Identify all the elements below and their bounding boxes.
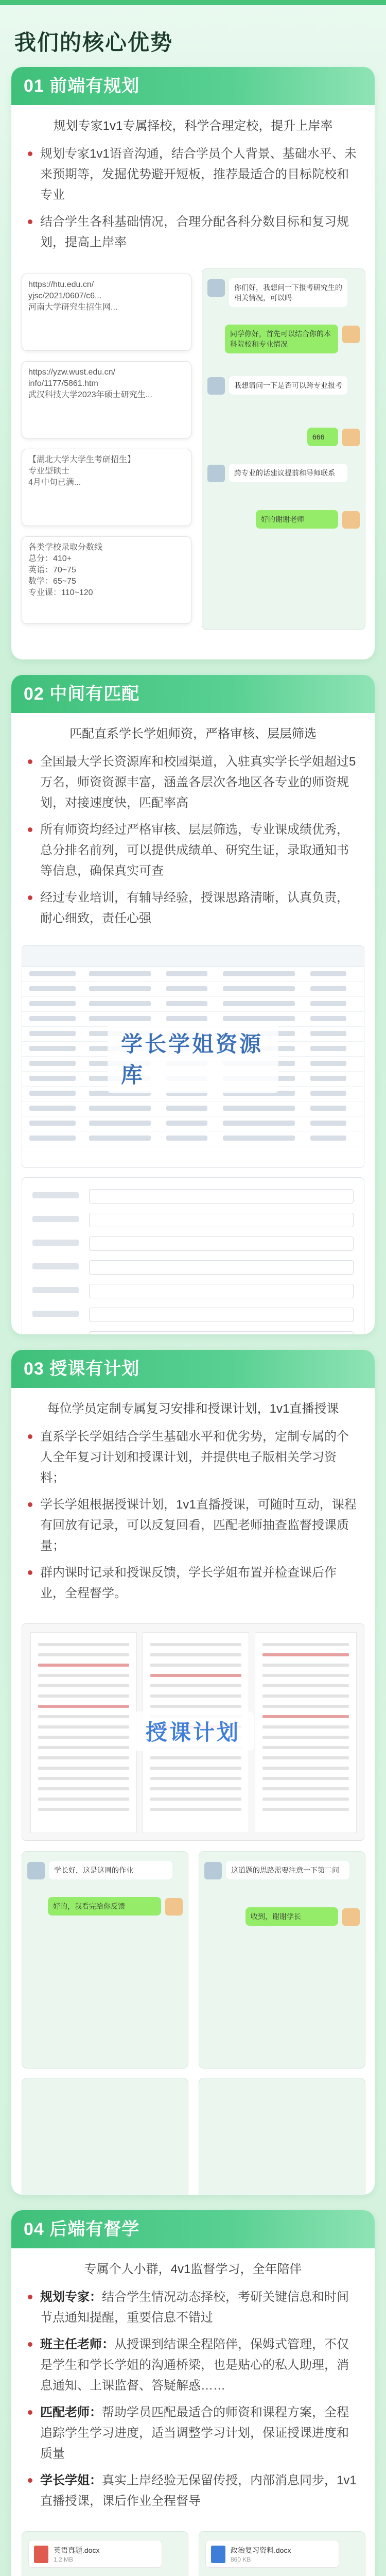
file-size: 1.2 MB xyxy=(54,2556,74,2563)
bullet-list xyxy=(11,2282,375,2523)
role-key: 班主任老师： xyxy=(40,2337,114,2351)
bullet-list xyxy=(11,747,375,940)
table-toolbar xyxy=(22,946,364,967)
role-text: 帮助学员匹配最适合的师资和课程方案，全程追踪学生学习进度，适当调整学习计划，保证授课进度和质量 xyxy=(40,2405,349,2461)
form-input[interactable] xyxy=(89,1308,354,1322)
form-row xyxy=(32,1235,354,1251)
form-input[interactable] xyxy=(89,1189,354,1204)
table-row xyxy=(22,1131,364,1146)
card-line: 专业课：110~120 xyxy=(28,588,93,597)
form-input[interactable] xyxy=(89,1331,354,1334)
bullet-item: 直系学长学姐结合学生基础水平和优劣势，定制专属的个人全年复习计划和授课计划，并提供电子版相关学习资料； xyxy=(31,1427,357,1488)
form-row xyxy=(32,1307,354,1322)
form-row xyxy=(32,1212,354,1227)
form-row xyxy=(32,1259,354,1275)
page-title: 我们的核心优势 xyxy=(14,30,173,55)
profile-form-screenshot xyxy=(22,1177,364,1334)
bullet-item: 经过专业培训，有辅导经验，授课思路清晰，认真负责，耐心细致，责任心强 xyxy=(31,888,357,929)
bullet-list xyxy=(11,139,375,264)
study-plan-document-screenshot xyxy=(22,1623,364,1841)
link-card[interactable] xyxy=(22,361,191,438)
file-name: 英语真题.docx xyxy=(54,2546,100,2554)
info-card xyxy=(22,449,191,526)
bullet-item xyxy=(31,2470,357,2512)
bullet-item xyxy=(31,2287,357,2328)
table-row xyxy=(22,982,364,997)
file-name: 政治复习资料.docx xyxy=(231,2546,291,2554)
chat-bubble: 跨专业的话建议提前和导师联系 xyxy=(229,464,347,482)
chat-bubble: 你们好，我想问一下报考研究生的相关情况，可以吗 xyxy=(229,278,347,307)
bullet-item xyxy=(31,2334,357,2396)
card-line: https://htu.edu.cn/ xyxy=(28,280,94,289)
card-line: yjsc/2021/0607/c6... xyxy=(28,292,102,300)
chat-bubble: 好的，我看完给你反馈 xyxy=(48,1897,161,1916)
role-text: 结合学生情况动态择校，考研关键信息和时间节点通知提醒，重要信息不错过 xyxy=(40,2290,349,2325)
section-title: 01 前端有规划 xyxy=(11,67,375,105)
form-row xyxy=(32,1188,354,1204)
form-input[interactable] xyxy=(89,1236,354,1251)
bullet-list xyxy=(11,1421,375,1615)
section-supervision xyxy=(11,2210,375,2576)
card-line: 数学：65~75 xyxy=(28,577,76,586)
chat-bubble: 收到，谢谢学长 xyxy=(245,1907,338,1926)
file-icon xyxy=(211,2546,225,2563)
section-planning xyxy=(11,67,375,659)
bullet-item: 学长学姐根据授课计划，1v1直播授课，可随时互动，课程有回放有记录，可以反复回看，匹配老师抽查监督授课质量； xyxy=(31,1495,357,1556)
avatar xyxy=(207,465,225,482)
section-title: 04 后端有督学 xyxy=(11,2210,375,2248)
section-subtitle: 专属个人小群，4v1监督学习，全年陪伴 xyxy=(84,2262,302,2276)
section-teaching-plan xyxy=(11,1350,375,2195)
section-title: 03 授课有计划 xyxy=(11,1350,375,1388)
table-row xyxy=(22,967,364,982)
bullet-item: 结合学生各科基础情况，合理分配各科分数目标和复习规划，提高上岸率 xyxy=(31,212,357,253)
chat-window xyxy=(199,1851,365,2069)
role-key: 规划专家： xyxy=(40,2290,102,2304)
form-row xyxy=(32,1330,354,1334)
avatar xyxy=(207,377,225,395)
file-size: 860 KB xyxy=(231,2556,251,2563)
file-message[interactable] xyxy=(28,2540,162,2568)
bullet-item xyxy=(31,2402,357,2464)
table-row xyxy=(22,1116,364,1131)
avatar xyxy=(342,326,360,343)
avatar xyxy=(342,511,360,529)
chat-window xyxy=(22,2078,188,2195)
form-input[interactable] xyxy=(89,1260,354,1275)
avatar xyxy=(207,279,225,297)
card-line: info/1177/5861.htm xyxy=(28,379,98,388)
form-input[interactable] xyxy=(89,1213,354,1227)
overlay-label: 学长学姐资源库 xyxy=(108,1023,278,1093)
section-title: 02 中间有匹配 xyxy=(11,675,375,713)
chat-bubble: 这道题的思路需要注意一下第二问 xyxy=(226,1861,349,1879)
avatar xyxy=(342,429,360,446)
card-line: 【湖北大学大学生考研招生】 xyxy=(28,455,136,464)
table-row xyxy=(22,997,364,1012)
chat-window xyxy=(199,2531,365,2576)
chat-bubble: 同学你好，首先可以结合你的本科院校和专业情况 xyxy=(225,325,338,353)
form-row xyxy=(32,1283,354,1298)
chat-window xyxy=(22,2531,188,2576)
avatar xyxy=(204,1862,222,1879)
link-card[interactable] xyxy=(22,274,191,351)
card-line: 英语：70~75 xyxy=(28,566,76,574)
file-message[interactable] xyxy=(205,2540,339,2568)
score-card xyxy=(22,536,191,624)
card-line: 河南大学研究生招生网... xyxy=(28,303,118,312)
card-line: 武汉科技大学2023年硕士研究生... xyxy=(28,391,152,399)
table-row xyxy=(22,1101,364,1116)
top-accent-bar xyxy=(0,0,386,5)
bullet-item: 群内课时记录和授课反馈，学长学姐布置并检查课后作业，全程督学。 xyxy=(31,1563,357,1604)
chat-window xyxy=(199,2078,365,2195)
role-text: 从授课到结课全程陪伴，保姆式管理，不仅是学生和学长学姐的沟通桥梁，也是贴心的私人助理，消息通知、上课监督、答疑解惑…… xyxy=(40,2337,349,2393)
card-line: https://yzw.wust.edu.cn/ xyxy=(28,368,115,377)
resource-table-screenshot xyxy=(22,945,364,1168)
avatar xyxy=(27,1862,45,1879)
chat-window xyxy=(202,268,365,630)
role-key: 匹配老师： xyxy=(40,2405,102,2419)
section-subtitle: 规划专家1v1专属择校，科学合理定校，提升上岸率 xyxy=(53,119,333,133)
document-page xyxy=(255,1632,357,1833)
file-collage xyxy=(22,2531,364,2576)
overlay-label: 授课计划 xyxy=(132,1711,254,1751)
chat-bubble: 好的谢谢老师 xyxy=(256,510,338,529)
avatar xyxy=(342,1908,360,1926)
chat-bubble: 学长好，这是这周的作业 xyxy=(49,1861,172,1879)
section-subtitle: 匹配直系学长学姐师资，严格审核、层层筛选 xyxy=(69,727,317,741)
bullet-item: 规划专家1v1语音沟通，结合学员个人背景、基础水平、未来预期等，发掘优势避开短板，推荐最适合的目标院校和专业 xyxy=(31,144,357,206)
file-icon xyxy=(34,2546,48,2563)
section-matching xyxy=(11,675,375,1334)
card-line: 专业型硕士 xyxy=(28,467,70,476)
bullet-item: 全国最大学长资源库和校园渠道，入驻真实学长学姐超过5万名，师资资源丰富，涵盖各层次各地区各专业的师资规划，对接速度快，匹配率高 xyxy=(31,752,357,814)
document-page xyxy=(30,1632,137,1833)
card-line: 各类学校录取分数线 xyxy=(28,543,103,552)
role-key: 学长学姐： xyxy=(40,2473,102,2487)
chat-bubble: 666 xyxy=(307,428,338,446)
screenshot-collage xyxy=(22,268,364,659)
form-input[interactable] xyxy=(89,1284,354,1298)
section-subtitle: 每位学员定制专属复习安排和授课计划，1v1直播授课 xyxy=(47,1402,339,1416)
role-text: 真实上岸经验无保留传授，内部消息同步，1v1直播授课，课后作业全程督导 xyxy=(40,2473,357,2508)
chat-collage xyxy=(22,1851,364,2195)
chat-window xyxy=(22,1851,188,2069)
bullet-item: 所有师资均经过严格审核、层层筛选，专业课成绩优秀，总分排名前列，可以提供成绩单、研究生证，录取通知书等信息，确保真实可查 xyxy=(31,820,357,882)
avatar xyxy=(165,1898,183,1916)
card-line: 总分：410+ xyxy=(28,554,72,563)
card-line: 4月中旬已满... xyxy=(28,478,81,487)
chat-bubble: 我想请问一下是否可以跨专业报考 xyxy=(229,376,347,395)
